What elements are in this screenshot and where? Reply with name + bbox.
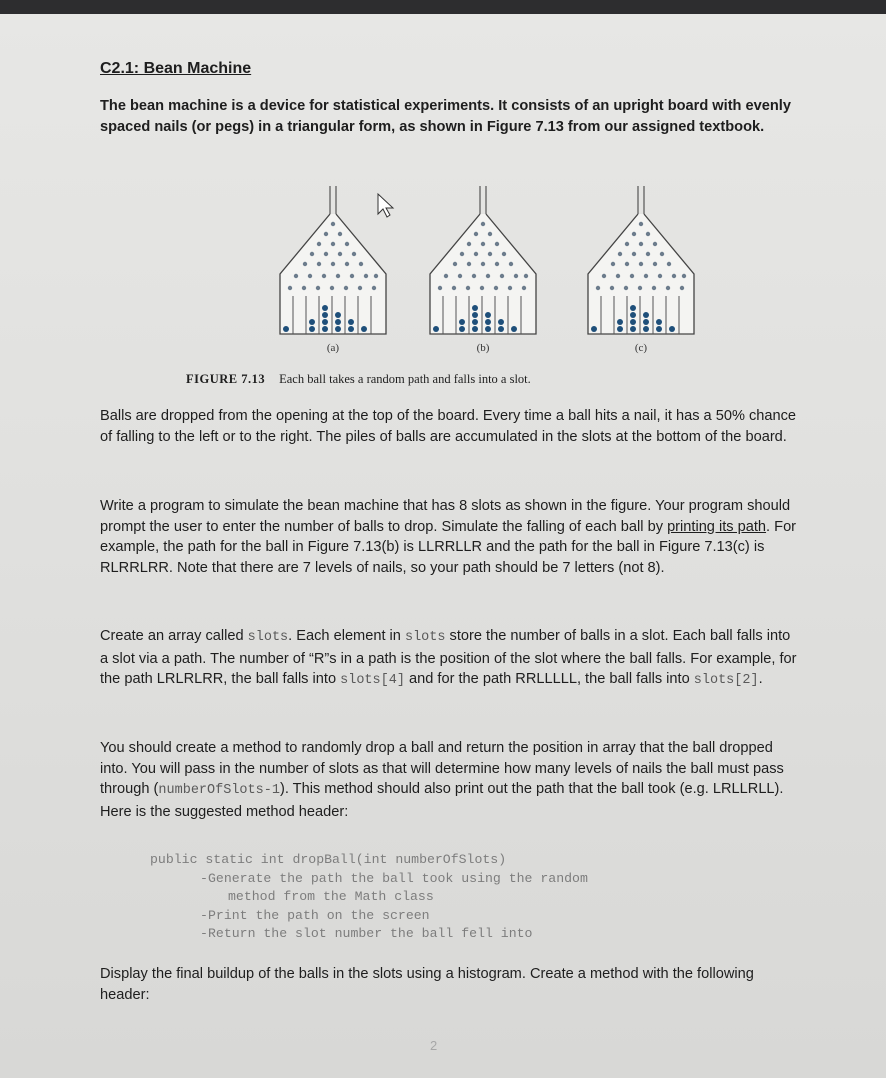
code-bullet-1-text: Generate the path the ball took using the random: [208, 870, 588, 886]
top-frame-bar: [0, 0, 886, 14]
program-text-1: Write a program to simulate the bean machine that has 8 slots as shown in the figure. Your program should prompt the user to enter the number of balls to drop. Simulate the falling of each ball by: [100, 498, 791, 535]
code-bullet-3: - Return the slot number the ball fell into: [200, 926, 533, 941]
code-signature: public static int dropBall(int numberOfSlots): [150, 852, 507, 867]
board-a: [280, 186, 386, 334]
printing-its-path-link[interactable]: printing its path: [667, 518, 767, 535]
figure-7-13: [268, 184, 708, 364]
method-text-1: You should create a method to randomly drop a ball and return the position in array that the ball dropped into. You will pass in the number of slots as that will determine how many levels of nails the ball must pass through (: [100, 740, 784, 797]
method-paragraph: [100, 738, 800, 822]
document-page: [0, 14, 886, 1078]
figure-caption-label: FIGURE 7.13: [186, 372, 266, 386]
intro-paragraph: The bean machine is a device for statistical experiments. It consists of an upright board with evenly spaced nails (or pegs) in a triangular form, as shown in Figure 7.13 from our assigned textbook.: [100, 98, 791, 135]
method-header-code: [150, 851, 770, 944]
program-text-2: . For example, the path for the ball in Figure 7.13(b) is LLRRLLR and the path for the ball in Figure 7.13(c) is RLRRLRR. Note that there are 7 levels of nails, so your path should be 7 letters (not 8).: [100, 518, 797, 576]
code-slots-4: slots[4]: [340, 673, 405, 688]
panel-label-c: (c): [634, 342, 648, 354]
panel-label-a: (a): [326, 342, 340, 354]
section-heading: C2.1: Bean Machine: [100, 60, 252, 77]
bean-machine-illustration: [268, 184, 708, 364]
cursor-arrow-icon: [378, 194, 393, 217]
panel-label-b: (b): [476, 342, 490, 354]
page-number: 2: [430, 1038, 438, 1053]
array-text-4: and for the path RRLLLLL, the ball falls into: [404, 671, 694, 687]
array-text-2: . Each element in: [288, 628, 405, 644]
figure-caption: [186, 372, 531, 387]
code-slots-2-index: slots[2]: [693, 673, 759, 688]
array-text-5: .: [758, 671, 763, 687]
code-bullet-2-text: Print the path on the screen: [208, 907, 430, 923]
program-paragraph: [100, 496, 800, 578]
board-c: [588, 186, 694, 334]
code-slots-1: slots: [247, 630, 289, 645]
array-paragraph: [100, 626, 800, 692]
code-number-of-slots: numberOfSlots-1: [158, 783, 280, 798]
code-bullet-2: - Print the path on the screen: [200, 907, 430, 923]
board-b: [430, 186, 536, 334]
array-text-1: Create an array called: [100, 628, 248, 644]
code-bullet-3-text: Return the slot number the ball fell into: [208, 926, 533, 941]
array-text-3: store the number of balls in a slot. Each ball falls into a slot via a path. The number of “R”s in a path is the position of the slot where the ball falls. For example, for the path LRLRLRR, the ball falls into: [100, 628, 797, 687]
display-paragraph: Display the final buildup of the balls in the slots using a histogram. Create a method with the following header:: [100, 966, 754, 1003]
balls-paragraph: Balls are dropped from the opening at the top of the board. Every time a ball hits a nail, it has a 50% chance of falling to the left or to the right. The piles of balls are accumulated in the slots at the bottom of the board.: [100, 408, 797, 445]
method-text-2: ). This method should also print out the path that the ball took (e.g. LRLLRLL). Here is the suggested method header:: [100, 781, 784, 820]
code-slots-2: slots: [404, 630, 446, 645]
code-bullet-1-cont: method from the Math class: [228, 889, 434, 904]
figure-caption-text: Each ball takes a random path and falls into a slot.: [279, 372, 531, 386]
code-bullet-1: - Generate the path the ball took using the random: [200, 870, 588, 886]
